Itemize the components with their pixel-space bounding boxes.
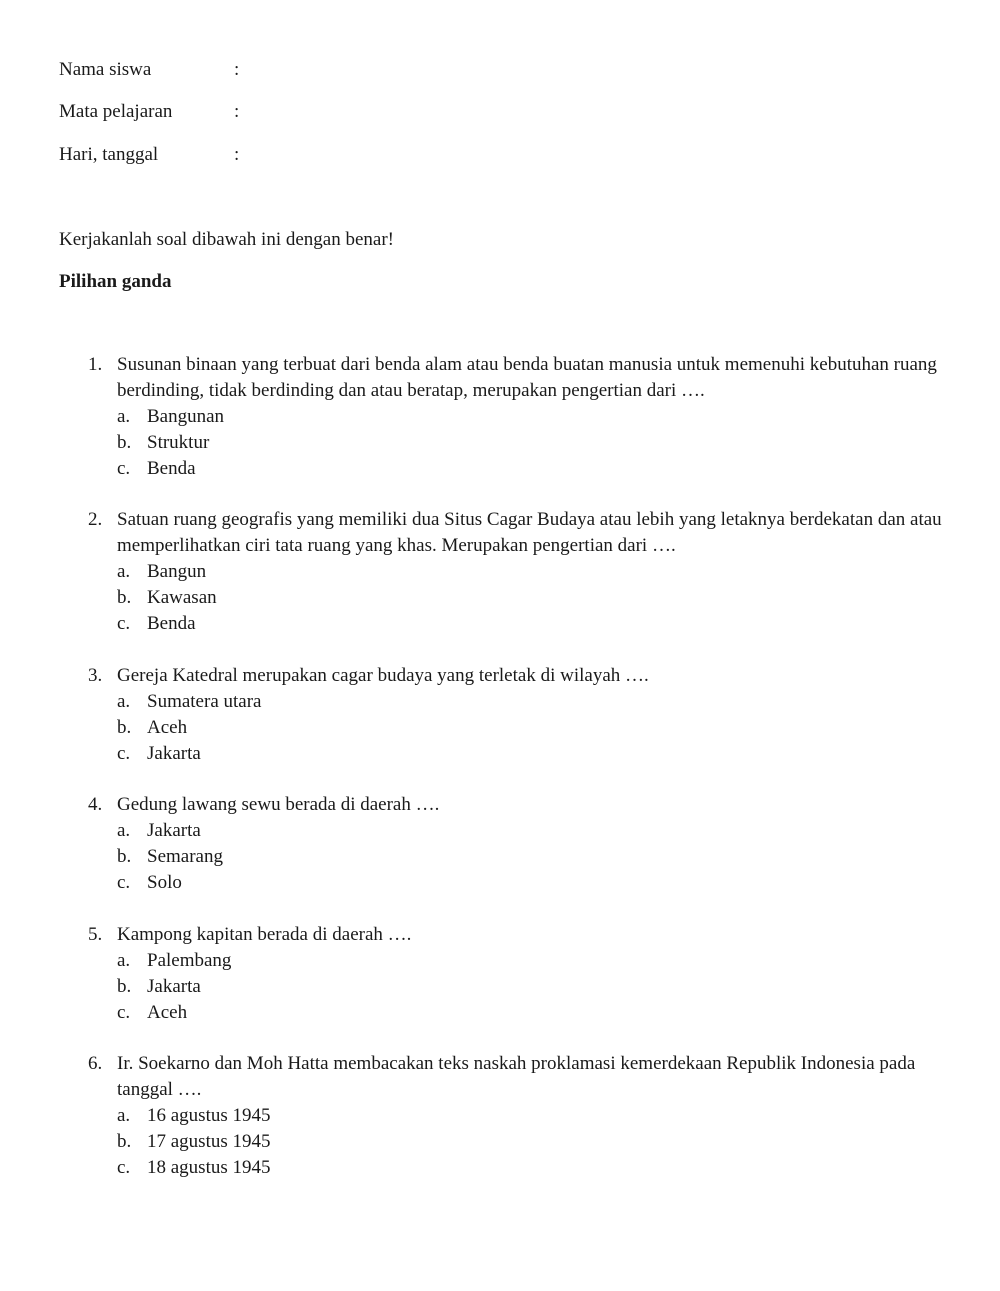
question-number: 2. (88, 509, 103, 530)
option-letter: b. (117, 717, 132, 738)
question-text-line (88, 507, 948, 559)
option-item (88, 1103, 948, 1129)
option-text: Semarang (147, 846, 223, 867)
option-letter: c. (117, 872, 131, 893)
option-text: Struktur (147, 432, 210, 453)
option-text: Bangunan (147, 406, 225, 427)
question-number: 1. (88, 354, 103, 375)
option-item (88, 1129, 948, 1155)
option-text: Jakarta (147, 976, 201, 997)
option-item (88, 844, 948, 870)
header-colon: : (234, 144, 240, 165)
header-field-name (59, 58, 239, 82)
option-item (88, 948, 948, 974)
question-text: Gedung lawang sewu berada di daerah …. (117, 794, 440, 815)
option-item (88, 715, 948, 741)
question-item (88, 1051, 948, 1181)
question-text-line (88, 352, 948, 404)
option-letter: b. (117, 1131, 132, 1152)
option-text: Jakarta (147, 743, 201, 764)
option-text: 18 agustus 1945 (147, 1157, 271, 1178)
question-item (88, 663, 948, 767)
section-title: Pilihan ganda (59, 271, 172, 292)
question-text: Gereja Katedral merupakan cagar budaya yang terletak di wilayah …. (117, 665, 649, 686)
option-letter: c. (117, 743, 131, 764)
option-letter: a. (117, 820, 131, 841)
question-number: 5. (88, 924, 103, 945)
question-item (88, 507, 948, 637)
question-number: 3. (88, 665, 103, 686)
option-item (88, 404, 948, 430)
question-text-line (88, 922, 948, 948)
option-letter: c. (117, 1157, 131, 1178)
instruction-text: Kerjakanlah soal dibawah ini dengan benar! (59, 229, 395, 250)
header-field-date (59, 143, 239, 167)
option-text: Solo (147, 872, 182, 893)
option-text: Benda (147, 613, 196, 634)
question-number: 6. (88, 1053, 103, 1074)
header-colon: : (234, 101, 240, 122)
header-label: Nama siswa (59, 59, 152, 80)
option-text: Aceh (147, 1002, 188, 1023)
question-text: Susunan binaan yang terbuat dari benda alam atau benda buatan manusia untuk memenuhi kebutuhan ruang berdinding, tidak berdinding dan atau beratap, merupakan pengertian dari …. (117, 354, 937, 401)
option-text: Aceh (147, 717, 188, 738)
option-item (88, 974, 948, 1000)
option-text: Bangun (147, 561, 207, 582)
question-item (88, 792, 948, 896)
header-label: Mata pelajaran (59, 101, 173, 122)
question-item (88, 922, 948, 1026)
header-colon: : (234, 59, 240, 80)
option-text: 17 agustus 1945 (147, 1131, 271, 1152)
option-item (88, 1000, 948, 1026)
option-text: Palembang (147, 950, 232, 971)
option-item (88, 611, 948, 637)
option-item (88, 870, 948, 896)
option-text: 16 agustus 1945 (147, 1105, 271, 1126)
question-text-line (88, 792, 948, 818)
option-letter: c. (117, 1002, 131, 1023)
option-item (88, 818, 948, 844)
option-letter: b. (117, 587, 132, 608)
option-letter: c. (117, 613, 131, 634)
option-letter: a. (117, 406, 131, 427)
option-item (88, 559, 948, 585)
option-item (88, 456, 948, 482)
option-letter: b. (117, 432, 132, 453)
option-letter: b. (117, 846, 132, 867)
option-item (88, 430, 948, 456)
option-letter: a. (117, 691, 131, 712)
question-item (88, 352, 948, 482)
question-text: Ir. Soekarno dan Moh Hatta membacakan teks naskah proklamasi kemerdekaan Republik Indonesia pada tanggal …. (117, 1053, 916, 1100)
question-text: Satuan ruang geografis yang memiliki dua Situs Cagar Budaya atau lebih yang letaknya berdekatan dan atau memperlihatkan ciri tata ruang yang khas. Merupakan pengertian dari …. (117, 509, 942, 556)
question-number: 4. (88, 794, 103, 815)
option-letter: a. (117, 561, 131, 582)
header-field-subject (59, 100, 239, 124)
option-text: Kawasan (147, 587, 217, 608)
option-item (88, 741, 948, 767)
option-item (88, 689, 948, 715)
question-text-line (88, 1051, 948, 1103)
header-label: Hari, tanggal (59, 144, 159, 165)
option-letter: b. (117, 976, 132, 997)
option-item (88, 1155, 948, 1181)
option-letter: a. (117, 1105, 131, 1126)
option-text: Jakarta (147, 820, 201, 841)
option-letter: a. (117, 950, 131, 971)
option-text: Sumatera utara (147, 691, 262, 712)
option-text: Benda (147, 458, 196, 479)
question-text-line (88, 663, 948, 689)
option-letter: c. (117, 458, 131, 479)
option-item (88, 585, 948, 611)
question-text: Kampong kapitan berada di daerah …. (117, 924, 412, 945)
